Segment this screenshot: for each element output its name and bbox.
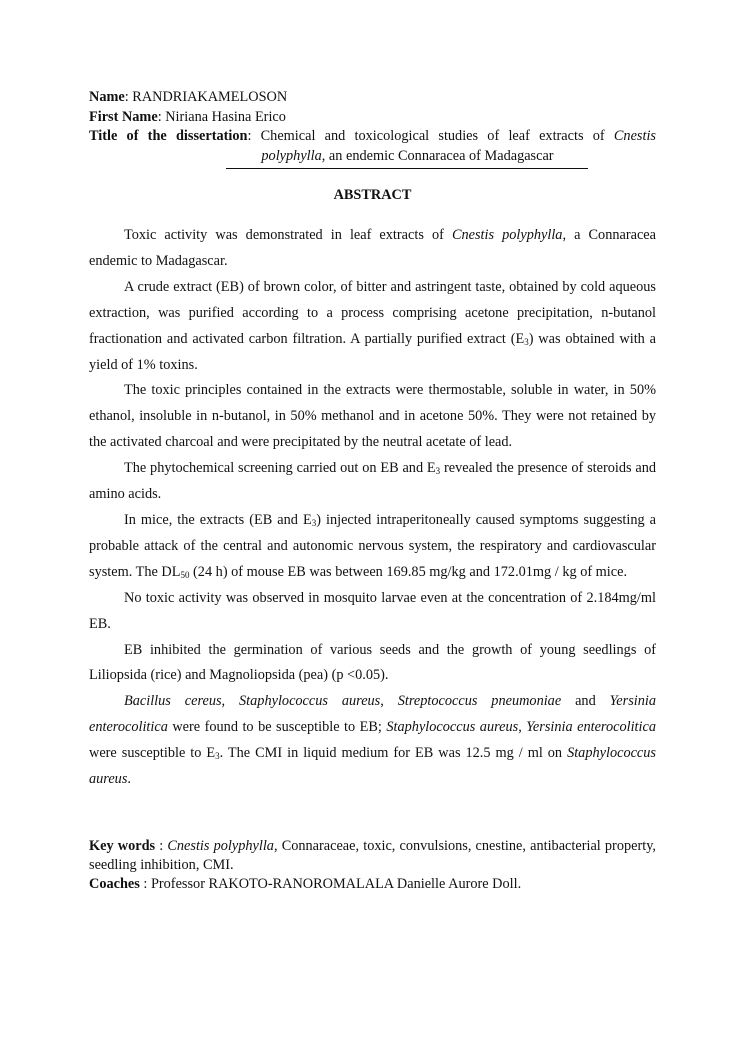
abstract-paragraph-8 <box>89 689 656 793</box>
name-value: : RANDRIAKAMELOSON <box>124 89 288 105</box>
p8-sep-2: , <box>380 693 398 710</box>
dissertation-title-line <box>89 127 656 147</box>
p8-sep-8: . <box>127 771 131 788</box>
p8-subscript: 3 <box>215 751 220 762</box>
keywords-block <box>89 837 656 894</box>
title-italic2: polyphylla <box>261 147 322 164</box>
p1-text-b: , a Connaracea endemic to Madagascar. <box>89 227 656 269</box>
p8-italic-7: Staphylococcus aureus <box>89 745 656 788</box>
keywords-italic: Cnestis polyphylla <box>167 837 274 854</box>
coaches-value: : Professor RAKOTO-RANOROMALALA Danielle Aurore Doll. <box>139 875 522 892</box>
p8-sep-1: , <box>221 693 240 710</box>
p2-text-a: A crude extract (EB) of brown color, of bitter and astringent taste, obtained by cold aqueous extraction, was purified according to a process comprising acetone precipitation, n-butanol fractionation and activated carbon filtration. A partially purified extract (E <box>89 278 656 347</box>
p2-subscript: 3 <box>524 336 529 347</box>
first-name-value: : Niriana Hasina Erico <box>157 108 286 125</box>
p5-text-b: ) injected intraperitoneally caused symptoms suggesting a probable attack of the central and autonomic nervous system, the respiratory and cardiovascular system. The DL <box>89 511 656 580</box>
p8-italic-6: Yersinia enterocolitica <box>526 719 656 736</box>
coaches-line <box>89 875 656 894</box>
p5-subscript-1: 3 <box>311 517 317 528</box>
abstract-paragraph-7: EB inhibited the germination of various seeds and the growth of young seedlings of Liliopsida (rice) and Magnoliopsida (pea) (p <0.05). <box>89 641 656 684</box>
keywords-rest: , Connaraceae, toxic, convulsions, cnestine, antibacterial property, seedling inhibition, CMI. <box>89 837 656 873</box>
p8-sep-5: , <box>518 719 527 736</box>
name-line <box>89 88 656 108</box>
title-label: Title of the dissertation <box>89 128 248 144</box>
name-label: Name <box>89 89 125 105</box>
p8-italic-5: Staphylococcus aureus <box>386 719 519 736</box>
p4-text-b: revealed the presence of steroids and amino acids. <box>89 460 657 503</box>
title-italic1: Cnestis <box>613 128 656 144</box>
first-name-line <box>89 108 656 128</box>
coaches-label: Coaches <box>89 875 140 892</box>
abstract-paragraph-3: The toxic principles contained in the extracts were thermostable, soluble in water, in 50% ethanol, insoluble in n-butanol, in 50% methanol and in acetone 50%. They were not retained by the activated charcoal and were precipitated by the neutral acetate of lead. <box>89 382 656 451</box>
abstract-paragraph-5 <box>89 508 656 586</box>
abstract-paragraph-6: No toxic activity was observed in mosquito larvae even at the concentration of 2.184mg/ml EB. <box>89 589 656 632</box>
p8-italic-1: Bacillus cereus <box>124 693 222 710</box>
p4-subscript: 3 <box>435 466 441 477</box>
keywords-label: Key words <box>89 837 156 854</box>
p5-text-c: (24 h) of mouse EB was between 169.85 mg/kg and 172.01mg / kg of mice. <box>189 563 628 580</box>
title-part2: , an endemic Connaracea of Madagascar <box>321 147 554 164</box>
abstract-paragraph-1 <box>89 223 656 275</box>
p4-text-a: The phytochemical screening carried out on EB and E <box>124 460 436 477</box>
dissertation-title-continuation <box>89 147 656 167</box>
p5-text-a: In mice, the extracts (EB and E <box>124 511 312 528</box>
p8-italic-3: Streptococcus pneumoniae <box>397 693 562 710</box>
p8-sep-3: and <box>561 693 610 710</box>
p5-subscript-2: 50 <box>180 569 190 580</box>
keywords-line <box>89 837 656 875</box>
p1-text-a: Toxic activity was demonstrated in leaf extracts of <box>124 227 452 243</box>
abstract-paragraph-4 <box>89 456 656 508</box>
p2-text-b: ) was obtained with a yield of 1% toxins. <box>89 330 656 373</box>
keywords-sep: : <box>155 837 168 854</box>
first-name-label: First Name <box>89 108 158 125</box>
p8-italic-2: Staphylococcus aureus <box>239 693 381 710</box>
title-part1: : Chemical and toxicological studies of leaf extracts of <box>247 128 614 144</box>
abstract-paragraph-2 <box>89 275 656 379</box>
p1-italic: Cnestis polyphylla <box>451 227 563 243</box>
abstract-heading: ABSTRACT <box>333 187 412 203</box>
p8-sep-7: . The CMI in liquid medium for EB was 12.5 mg / ml on <box>219 745 568 762</box>
document-page <box>89 88 656 894</box>
p8-italic-4: Yersinia enterocolitica <box>89 693 656 736</box>
p8-sep-4: were found to be susceptible to EB; <box>167 719 387 736</box>
title-underline <box>226 168 588 169</box>
p8-sep-6: were susceptible to E <box>89 745 216 762</box>
